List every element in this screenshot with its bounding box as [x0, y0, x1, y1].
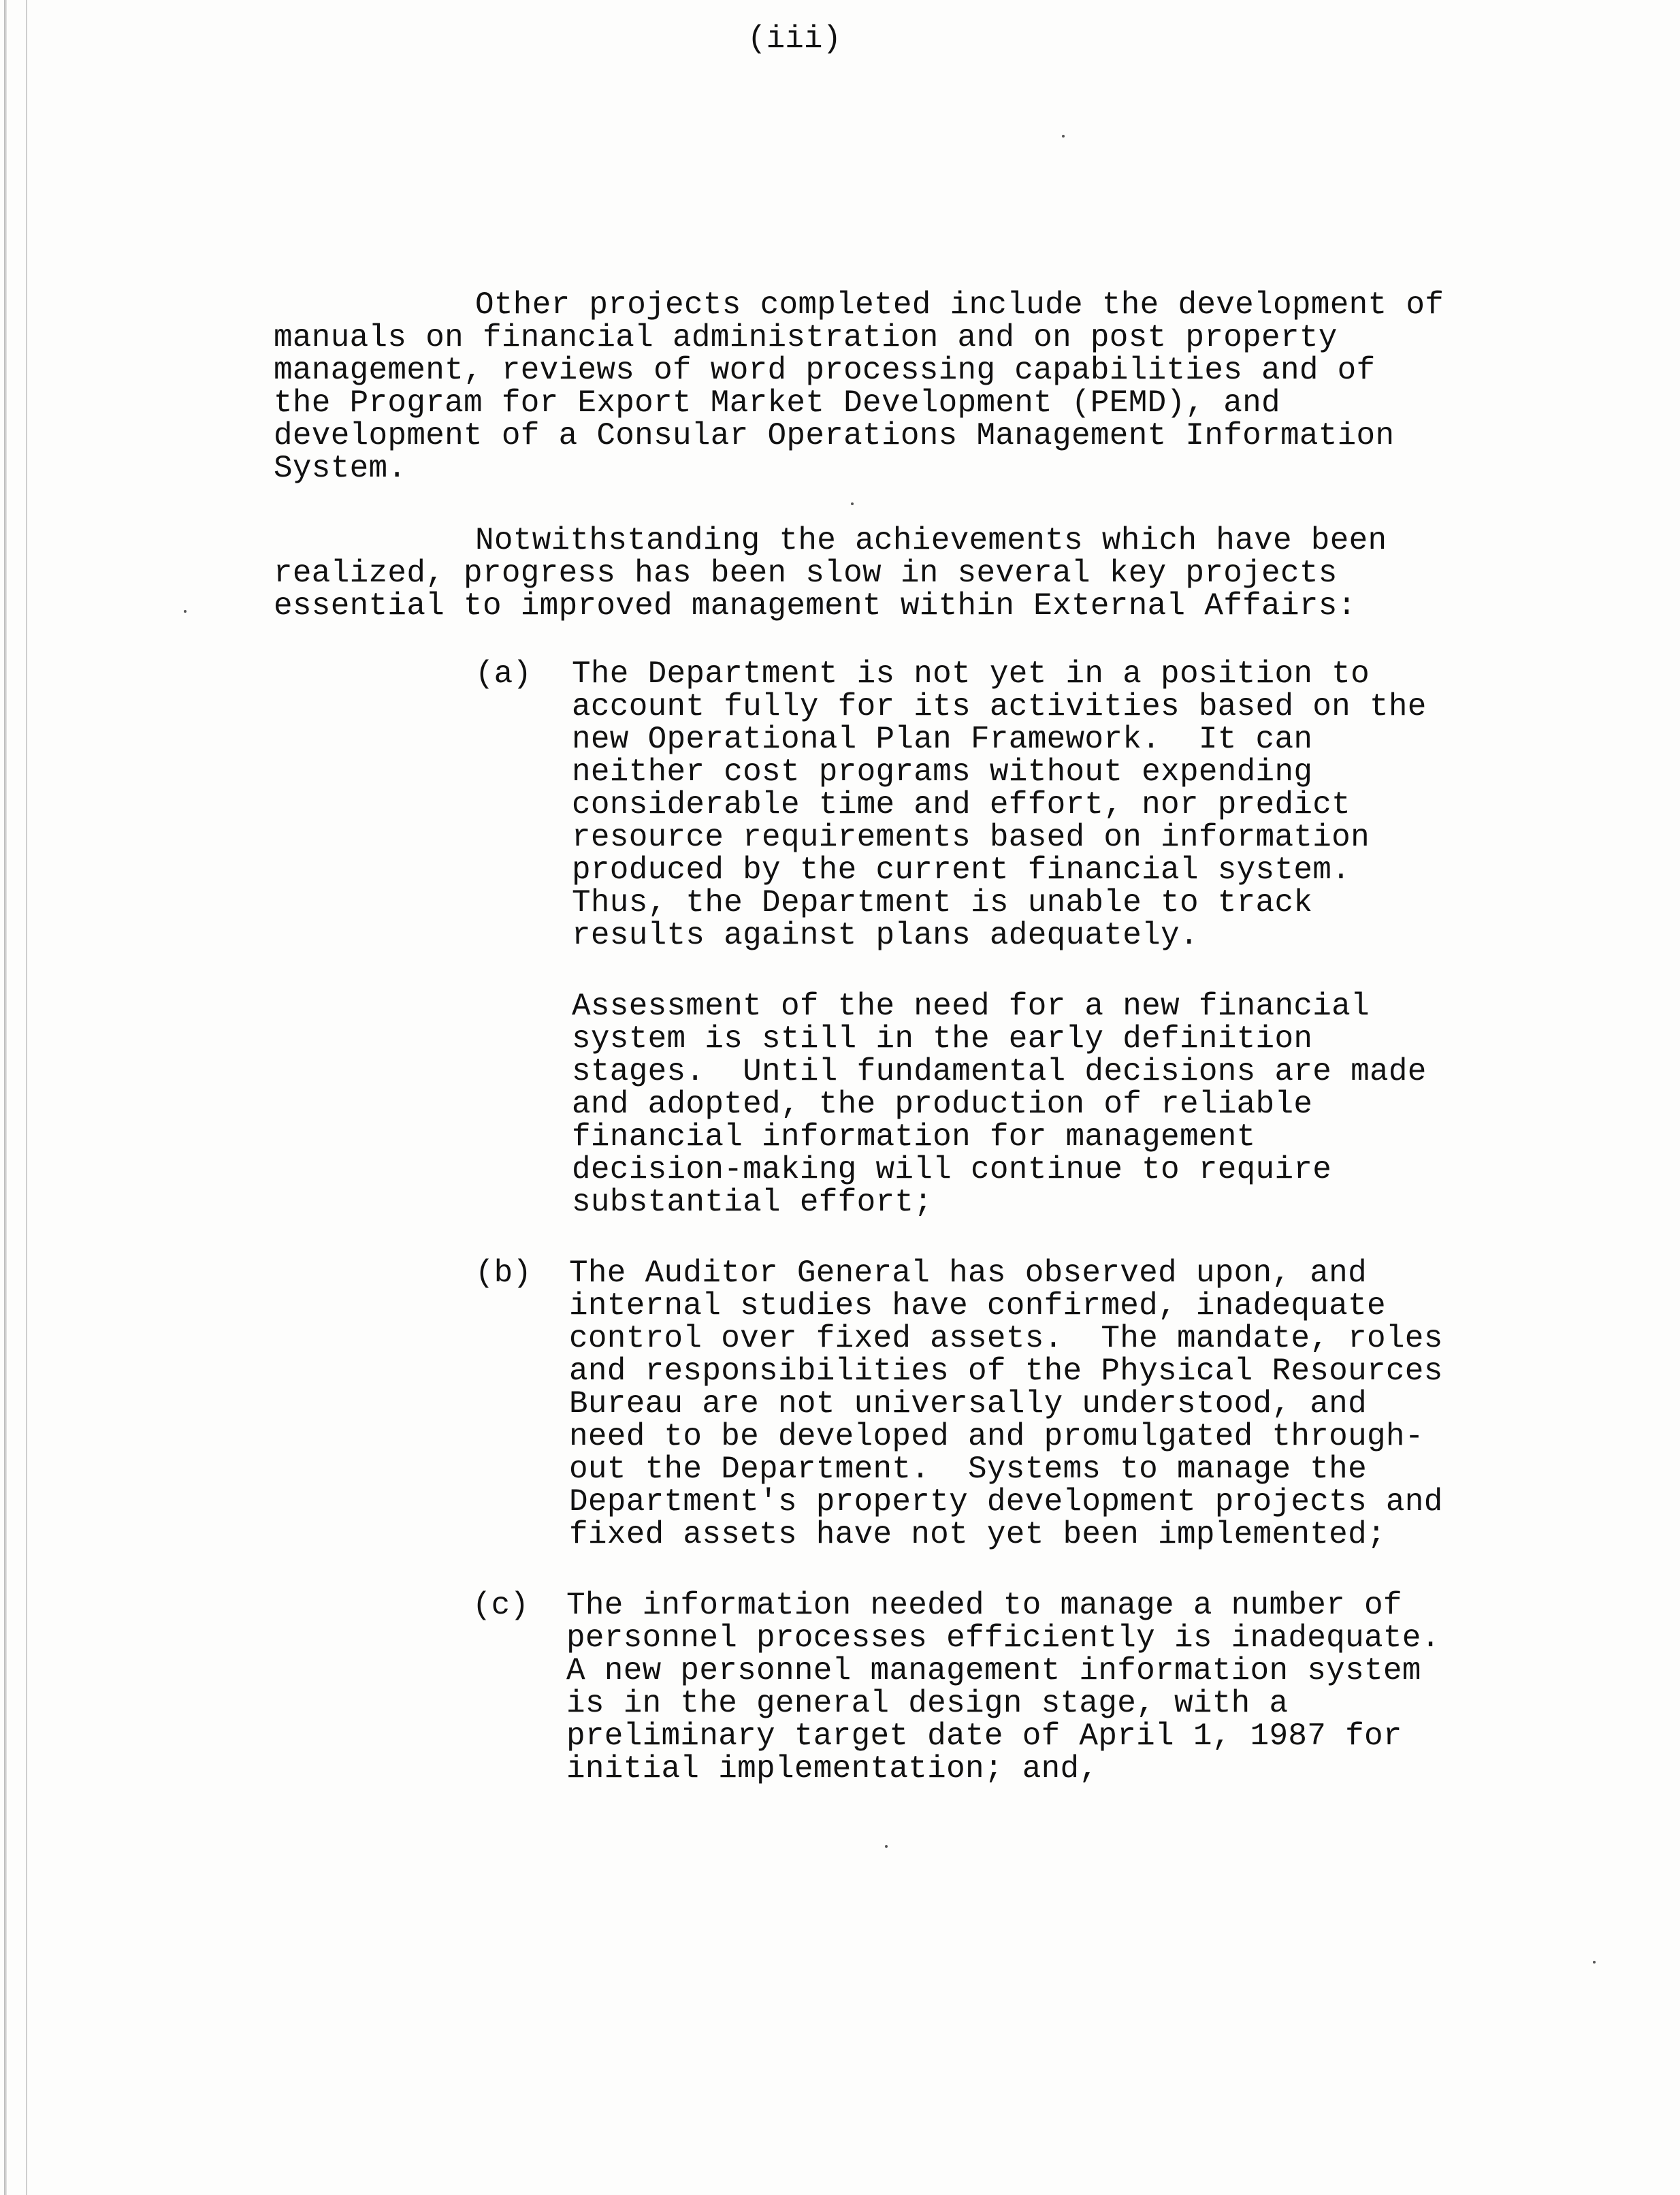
- text-line: stages. Until fundamental decisions are made: [572, 1054, 1427, 1089]
- item-label: (b): [475, 1255, 532, 1291]
- text-line: development of a Consular Operations Management Information: [274, 418, 1395, 453]
- text-line: Thus, the Department is unable to track: [572, 885, 1313, 920]
- text-line: realized, progress has been slow in several key projects: [274, 556, 1338, 591]
- scan-edge: [4, 0, 7, 2195]
- scan-speck: [851, 502, 854, 505]
- text-line: initial implementation; and,: [566, 1751, 1099, 1787]
- text-line: results against plans adequately.: [572, 918, 1199, 953]
- scan-speck: [885, 1845, 888, 1848]
- text-line: Notwithstanding the achievements which have been: [475, 523, 1387, 558]
- text-line: out the Department. Systems to manage the: [569, 1452, 1367, 1487]
- text-line: fixed assets have not yet been implemented;: [569, 1517, 1386, 1552]
- text-line: resource requirements based on information: [572, 820, 1370, 855]
- text-line: is in the general design stage, with a: [566, 1686, 1289, 1721]
- text-line: and responsibilities of the Physical Resources: [569, 1353, 1443, 1389]
- text-line: the Program for Export Market Development (PEMD), and: [274, 385, 1280, 421]
- text-line: manuals on financial administration and on post property: [274, 320, 1338, 355]
- text-line: need to be developed and promulgated through-: [569, 1419, 1424, 1454]
- text-line: produced by the current financial system.: [572, 852, 1351, 888]
- text-line: The Department is not yet in a position to: [572, 656, 1370, 692]
- text-line: account fully for its activities based on the: [572, 689, 1427, 724]
- text-line: system is still in the early definition: [572, 1021, 1313, 1057]
- scan-edge-line: [26, 0, 27, 2195]
- text-line: Other projects completed include the development of: [475, 287, 1444, 323]
- text-line: financial information for management: [572, 1119, 1256, 1155]
- text-line: new Operational Plan Framework. It can: [572, 722, 1313, 757]
- text-line: internal studies have confirmed, inadequate: [569, 1288, 1386, 1324]
- scan-speck: [1062, 135, 1065, 138]
- text-line: and adopted, the production of reliable: [572, 1087, 1313, 1122]
- text-line: System.: [274, 451, 407, 486]
- text-line: personnel processes efficiently is inadequate.: [566, 1620, 1440, 1656]
- item-label: (c): [472, 1588, 529, 1623]
- text-line: management, reviews of word processing capabilities and of: [274, 353, 1376, 388]
- text-line: neither cost programs without expending: [572, 754, 1313, 790]
- scan-speck: [184, 610, 187, 613]
- text-line: The information needed to manage a number of: [566, 1588, 1402, 1623]
- text-line: Bureau are not universally understood, and: [569, 1386, 1367, 1422]
- page-number: (iii): [747, 21, 842, 57]
- text-line: Assessment of the need for a new financial: [572, 989, 1370, 1024]
- text-line: Department's property development projects and: [569, 1484, 1443, 1520]
- text-line: decision-making will continue to require: [572, 1152, 1332, 1187]
- text-line: essential to improved management within External Affairs:: [274, 588, 1357, 624]
- text-line: preliminary target date of April 1, 1987 for: [566, 1718, 1402, 1754]
- text-line: control over fixed assets. The mandate, roles: [569, 1321, 1443, 1356]
- item-label: (a): [475, 656, 532, 692]
- text-line: considerable time and effort, nor predict: [572, 787, 1351, 822]
- text-line: A new personnel management information system: [566, 1653, 1421, 1688]
- scan-speck: [1593, 1961, 1596, 1964]
- text-line: substantial effort;: [572, 1185, 933, 1220]
- text-line: The Auditor General has observed upon, and: [569, 1255, 1367, 1291]
